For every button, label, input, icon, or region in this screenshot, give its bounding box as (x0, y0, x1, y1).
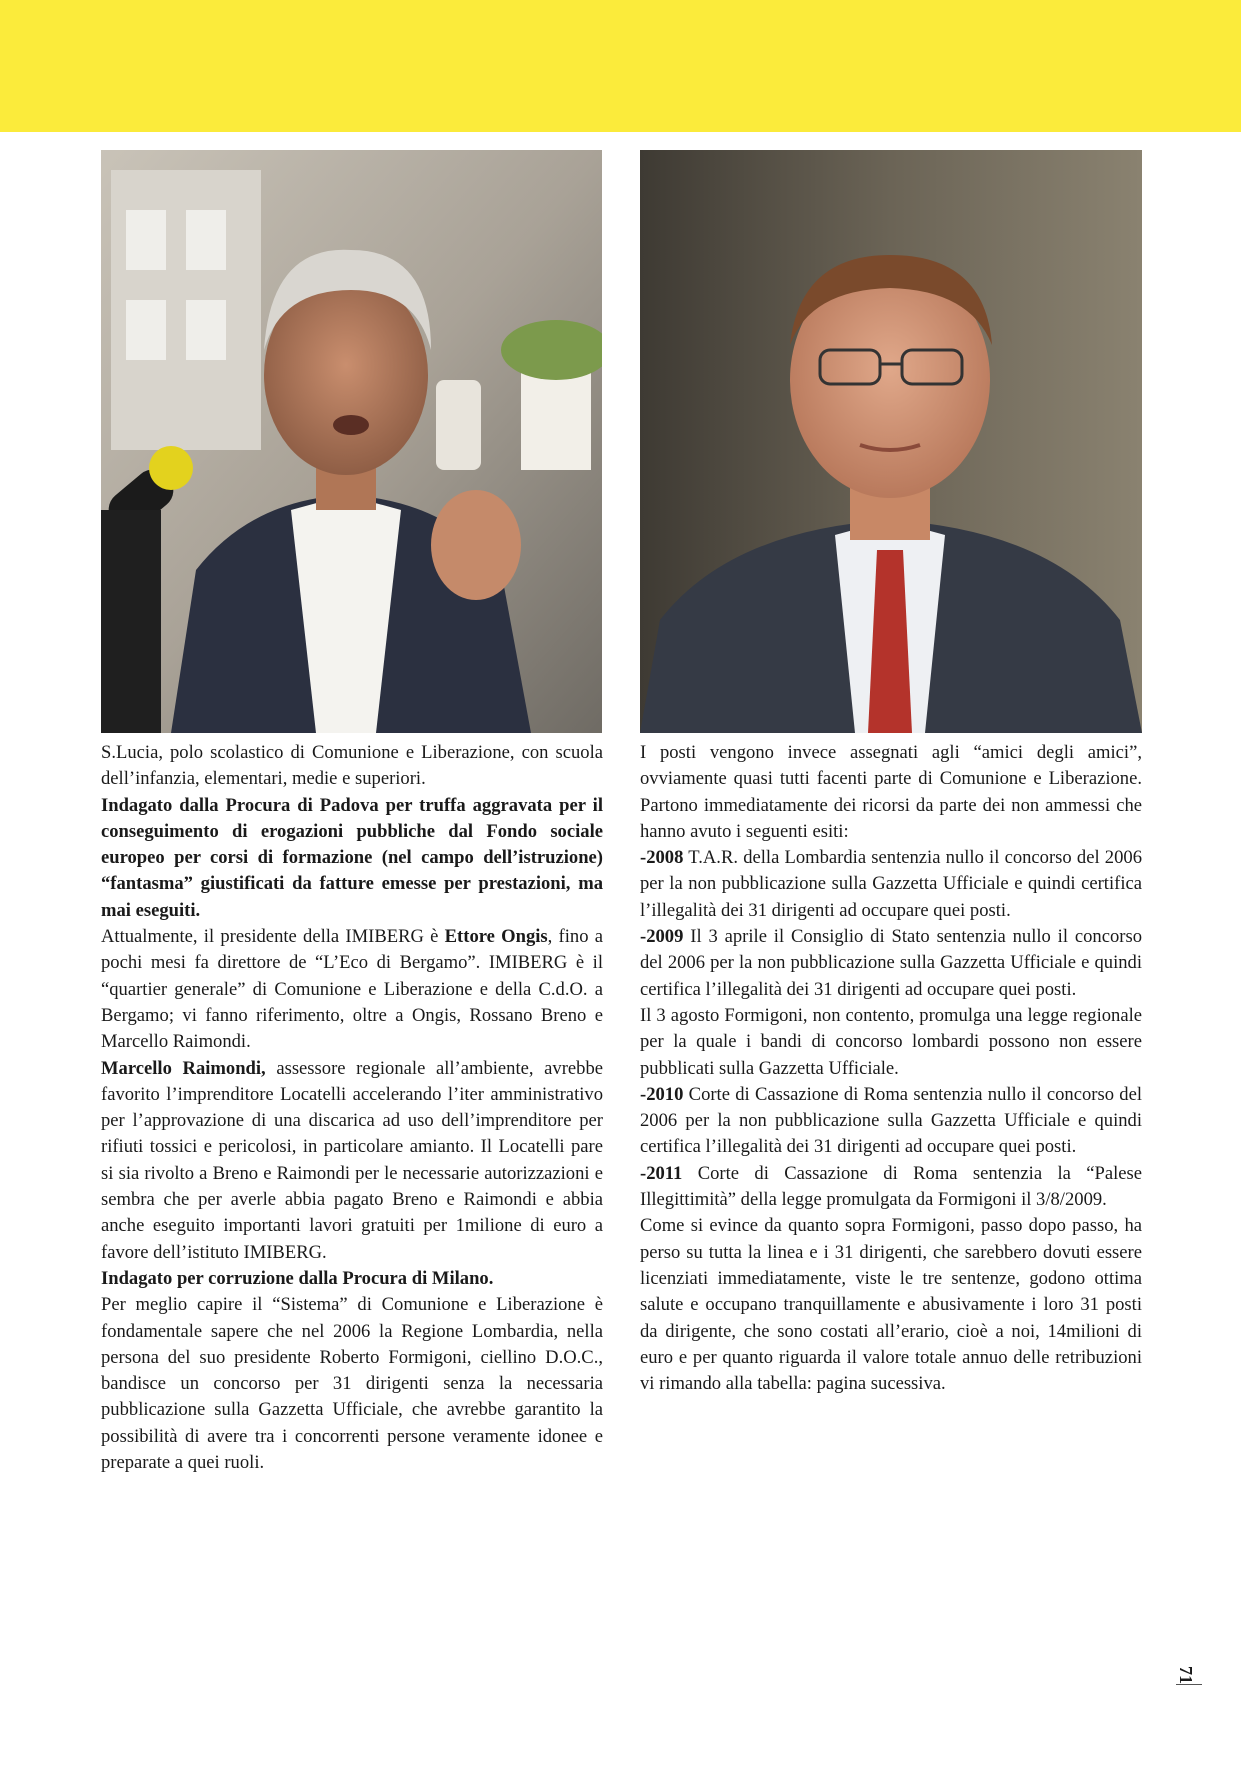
paragraph-padova-investigation (101, 793, 603, 924)
text-2008: T.A.R. della Lombardia sentenzia nullo il concorso del 2006 per la non pubblicazione sulla Gazzetta Ufficiale e quindi certifica l’illegalità dei 31 dirigenti ad occupare quei posti. (640, 847, 1142, 921)
paragraph-imiberg (101, 924, 603, 1055)
paragraph-2008 (640, 845, 1142, 924)
page-number: 71 (1176, 1666, 1196, 1684)
bold-year-2011: -2011 (640, 1162, 683, 1184)
text-column-right (640, 740, 1142, 1397)
paragraph-2011 (640, 1161, 1142, 1214)
paragraph-2010 (640, 1082, 1142, 1161)
bold-year-2010: -2010 (640, 1083, 684, 1105)
paragraph-posti: I posti vengono invece assegnati agli “amici degli amici”, ovviamente quasi tutti facenti parte di Comunione e Liberazione. Partono immediatamente dei ricorsi da parte dei non ammessi che hanno avuto i seguenti esiti: (640, 742, 1142, 842)
paragraph-milano-investigation (101, 1266, 603, 1292)
paragraph-legge-regionale: Il 3 agosto Formigoni, non contento, promulga una legge regionale per la quale i bandi di concorso lombardi possono non essere pubblicati sulla Gazzetta Ufficiale. (640, 1004, 1142, 1079)
bold-padova-investigation: Indagato dalla Procura di Padova per truffa aggravata per il conseguimento di erogazioni pubbliche dal Fondo sociale europeo per corsi di formazione (nel campo dell’istruzione) “fantasma” giustificati da fatture emesse per prestazioni, ma mai eseguiti. (101, 794, 603, 921)
paragraph-raimondi (101, 1056, 603, 1266)
text-raimondi-rest: assessore regionale all’ambiente, avrebbe favorito l’imprenditore Locatelli accelerando l’iter amministrativo per l’approvazione di una discarica ad uso dell’imprenditore per rifiuti tossici e pericolosi, in particolare amianto. Il Locatelli pare si sia rivolto a Breno e Raimondi per le necessarie autorizzazioni e sembra che per averle abbia pagato Breno e Raimondi e abbia anche eseguito importanti lavori gratuiti per 1milione di euro a favore dell’istituto IMIBERG. (101, 1057, 603, 1263)
page-number-rule (1176, 1684, 1202, 1685)
text-imiberg-lead: Attualmente, il presidente della IMIBERG è (101, 926, 445, 948)
text-2009: Il 3 aprile il Consiglio di Stato sentenzia nullo il concorso del 2006 per la non pubblicazione sulla Gazzetta Ufficiale e quindi certifica l’illegalità dei 31 dirigenti ad occupare quei posti. (640, 926, 1142, 1000)
bold-marcello-raimondi: Marcello Raimondi, (101, 1057, 266, 1079)
text-2011: Corte di Cassazione di Roma sentenzia la “Palese Illegittimità” della legge promulgata da Formigoni il 3/8/2009. (640, 1162, 1142, 1211)
bold-ettore-ongis: Ettore Ongis (444, 926, 548, 948)
bold-year-2008: -2008 (640, 847, 684, 869)
paragraph-conclusione: Come si evince da quanto sopra Formigoni, passo dopo passo, ha perso su tutta la linea e i 31 dirigenti, che sarebbero dovuti essere licenziati immediatamente, viste le tre sentenze, godono ottima salute e occupano tranquillamente e abusivamente i loro 31 posti da dirigente, che sono costati all’erario, cioè a noi, 14milioni di euro e per quanto riguarda il valore totale annuo delle retribuzioni vi rimando alla tabella: pagina sucessiva. (640, 1215, 1142, 1395)
paragraph-intro: S.Lucia, polo scolastico di Comunione e Liberazione, con scuola dell’infanzia, elementari, medie e superiori. (101, 742, 603, 790)
bold-year-2009: -2009 (640, 926, 684, 948)
paragraph-2009 (640, 924, 1142, 1003)
text-2010: Corte di Cassazione di Roma sentenzia nullo il concorso del 2006 per la non pubblicazione sulla Gazzetta Ufficiale e quindi certifica l’illegalità dei 31 dirigenti ad occupare quei posti. (640, 1083, 1142, 1158)
photo-right-man-in-suit (640, 150, 1142, 733)
paragraph-sistema: Per meglio capire il “Sistema” di Comunione e Liberazione è fondamentale sapere che nel 2006 la Regione Lombardia, nella persona del suo presidente Roberto Formigoni, ciellino D.O.C., bandisce un concorso per 31 dirigenti senza la necessaria pubblicazione sulla Gazzetta Ufficiale, che avrebbe garantito la possibilità di avere tra i concorrenti persone veramente idonee e preparate a quei ruoli. (101, 1294, 603, 1474)
text-column-left (101, 740, 603, 1476)
text-imiberg-rest: , fino a pochi mesi fa direttore de “L’Eco di Bergamo”. IMIBERG è il “quartier generale” di Comunione e Liberazione e della C.d.O. a Bergamo; vi fanno riferimento, oltre a Ongis, Rossano Breno e Marcello Raimondi. (101, 926, 603, 1053)
top-yellow-band (0, 0, 1241, 132)
bold-milano-investigation: Indagato per corruzione dalla Procura di Milano. (101, 1267, 494, 1289)
photo-left-man-speaking (101, 150, 602, 733)
